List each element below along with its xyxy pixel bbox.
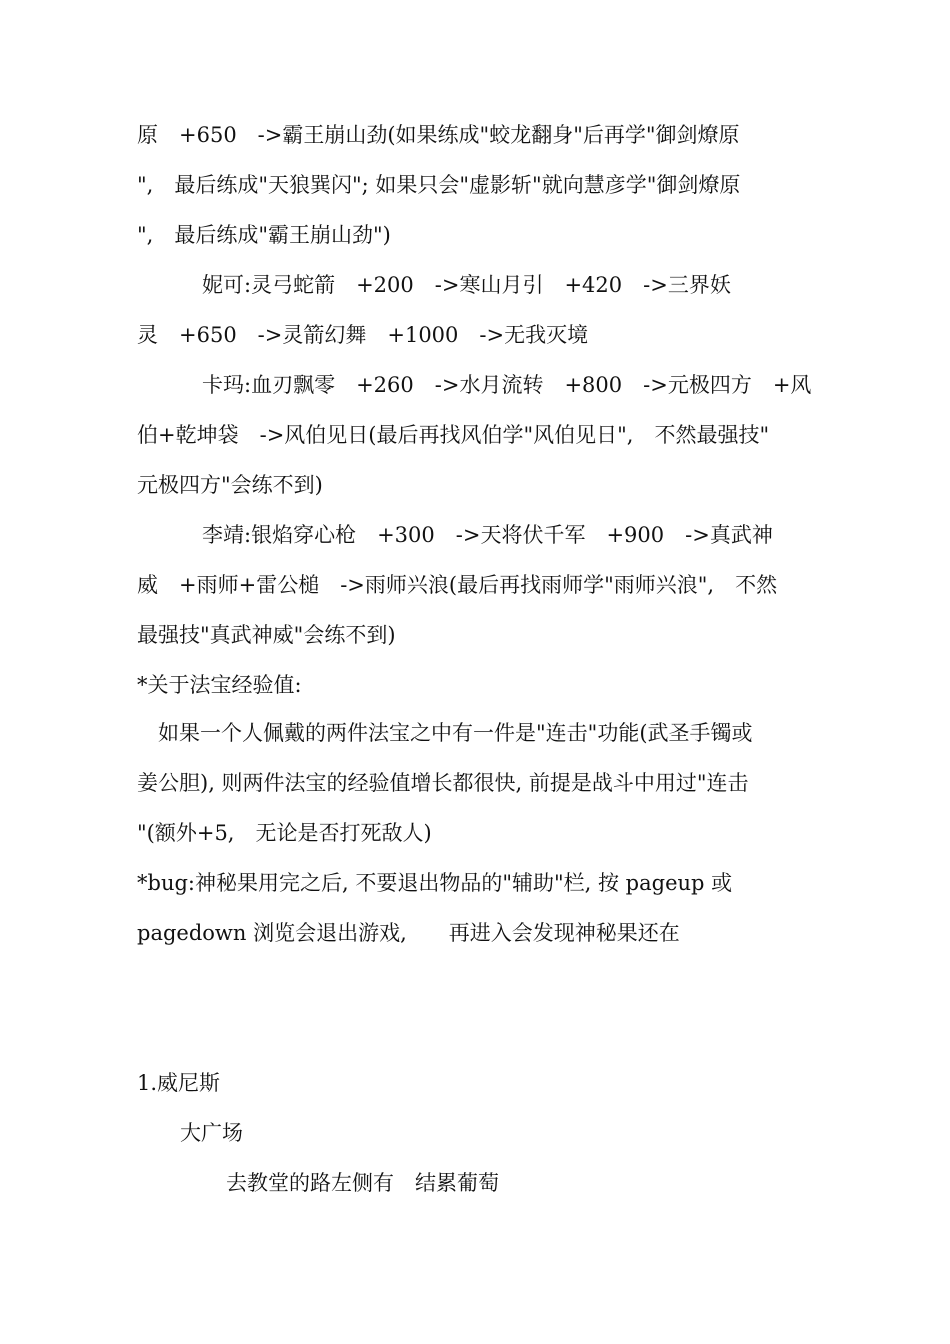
section-subheading: 大广场 <box>180 1121 243 1145</box>
text-line: 灵 +650 ->灵箭幻舞 +1000 ->无我灭境 <box>137 323 589 347</box>
section-item: 去教堂的路左侧有 结累葡萄 <box>226 1171 499 1195</box>
text-line: 妮可:灵弓蛇箭 +200 ->寒山月引 +420 ->三界妖 <box>202 273 731 297</box>
text-line: ", 最后练成"天狼巽闪"; 如果只会"虚影斩"就向慧彦学"御剑燎原 <box>137 173 741 197</box>
text-line: 原 +650 ->霸王崩山劲(如果练成"蛟龙翻身"后再学"御剑燎原 <box>137 123 740 147</box>
section-heading: 1.威尼斯 <box>137 1071 221 1095</box>
text-line: ", 最后练成"霸王崩山劲") <box>137 223 391 247</box>
text-line: 伯+乾坤袋 ->风伯见日(最后再找风伯学"风伯见日", 不然最强技" <box>137 423 770 447</box>
bug-note: *bug:神秘果用完之后, 不要退出物品的"辅助"栏, 按 pageup 或 <box>137 871 733 895</box>
text-line: 姜公胆), 则两件法宝的经验值增长都很快, 前提是战斗中用过"连击 <box>137 771 749 795</box>
text-line: 如果一个人佩戴的两件法宝之中有一件是"连击"功能(武圣手镯或 <box>158 721 753 745</box>
text-line: 威 +雨师+雷公槌 ->雨师兴浪(最后再找雨师学"雨师兴浪", 不然 <box>137 573 778 597</box>
text-line: 最强技"真武神威"会练不到) <box>137 623 396 647</box>
note-heading: *关于法宝经验值: <box>137 673 302 697</box>
text-line: "(额外+5, 无论是否打死敌人) <box>137 821 432 845</box>
text-line: 元极四方"会练不到) <box>137 473 323 497</box>
text-line: 卡玛:血刃飘零 +260 ->水月流转 +800 ->元极四方 +风 <box>202 373 812 397</box>
text-line: pagedown 浏览会退出游戏, 再进入会发现神秘果还在 <box>137 921 680 945</box>
text-line: 李靖:银焰穿心枪 +300 ->天将伏千军 +900 ->真武神 <box>202 523 773 547</box>
